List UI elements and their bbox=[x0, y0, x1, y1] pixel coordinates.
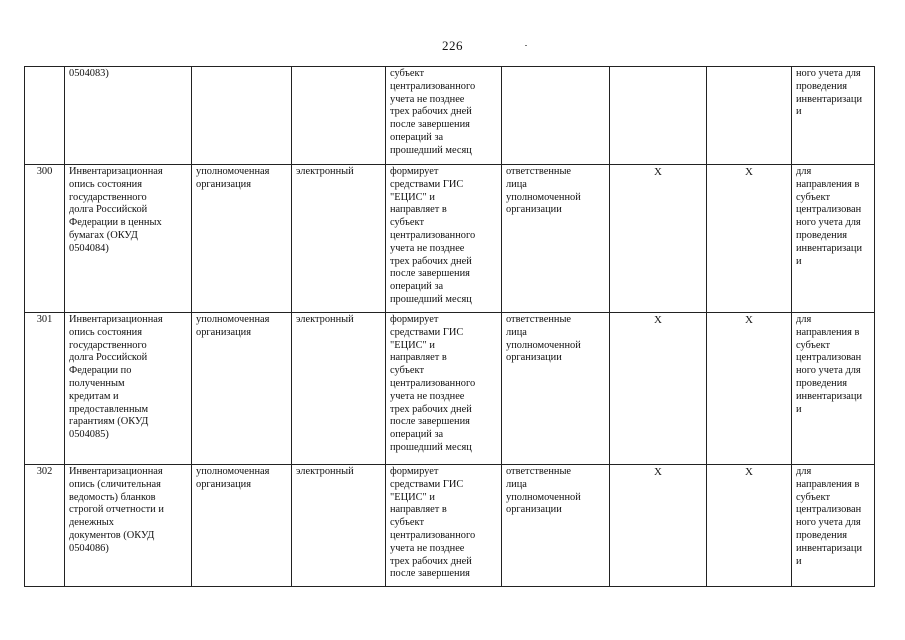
mark-cell-2: X bbox=[707, 313, 792, 465]
table-row bbox=[25, 67, 875, 165]
mark-cell-2: X bbox=[707, 465, 792, 587]
organization-cell: уполномоченная организация bbox=[192, 165, 292, 313]
scan-speck bbox=[525, 45, 527, 46]
form-cell: электронный bbox=[292, 165, 386, 313]
mark-cell-1: X bbox=[610, 313, 707, 465]
table-row bbox=[25, 465, 875, 587]
mark-cell-2 bbox=[707, 67, 792, 165]
responsible-cell: ответственные лица уполномоченной организации bbox=[502, 165, 610, 313]
document-name-cell: 0504083) bbox=[65, 67, 192, 165]
document-name-cell: Инвентаризационная опись (сличительная ведомость) бланков строгой отчетности и денежных документов (ОКУД 0504086) bbox=[65, 465, 192, 587]
mark-cell-1: X bbox=[610, 165, 707, 313]
action-cell: формирует средствами ГИС "ЕЦИС" и направляет в субъект централизованного учета не позднее трех рабочих дней после завершения операций за прошедший месяц bbox=[386, 313, 502, 465]
purpose-cell: для направления в субъект централизован ного учета для проведения инвентаризаци и bbox=[792, 465, 875, 587]
row-number-cell: 301 bbox=[25, 313, 65, 465]
mark-cell-2: X bbox=[707, 165, 792, 313]
document-name-cell: Инвентаризационная опись состояния государственного долга Российской Федерации по полученным кредитам и предоставленным гарантиям (ОКУД 0504085) bbox=[65, 313, 192, 465]
table-row bbox=[25, 165, 875, 313]
responsible-cell: ответственные лица уполномоченной организации bbox=[502, 313, 610, 465]
document-table bbox=[24, 66, 875, 587]
row-number-cell: 300 bbox=[25, 165, 65, 313]
organization-cell bbox=[192, 67, 292, 165]
form-cell: электронный bbox=[292, 465, 386, 587]
form-cell: электронный bbox=[292, 313, 386, 465]
responsible-cell: ответственные лица уполномоченной организации bbox=[502, 465, 610, 587]
purpose-cell: для направления в субъект централизован ного учета для проведения инвентаризаци и bbox=[792, 165, 875, 313]
form-cell bbox=[292, 67, 386, 165]
document-name-cell: Инвентаризационная опись состояния государственного долга Российской Федерации в ценных бумагах (ОКУД 0504084) bbox=[65, 165, 192, 313]
row-number-cell bbox=[25, 67, 65, 165]
organization-cell: уполномоченная организация bbox=[192, 465, 292, 587]
action-cell: субъект централизованного учета не позднее трех рабочих дней после завершения операций за прошедший месяц bbox=[386, 67, 502, 165]
purpose-cell: ного учета для проведения инвентаризаци и bbox=[792, 67, 875, 165]
table-row bbox=[25, 313, 875, 465]
row-number-cell: 302 bbox=[25, 465, 65, 587]
responsible-cell bbox=[502, 67, 610, 165]
mark-cell-1 bbox=[610, 67, 707, 165]
page-number: 226 bbox=[442, 38, 463, 53]
organization-cell: уполномоченная организация bbox=[192, 313, 292, 465]
action-cell: формирует средствами ГИС "ЕЦИС" и направляет в субъект централизованного учета не позднее трех рабочих дней после завершения bbox=[386, 465, 502, 587]
mark-cell-1: X bbox=[610, 465, 707, 587]
purpose-cell: для направления в субъект централизован ного учета для проведения инвентаризаци и bbox=[792, 313, 875, 465]
action-cell: формирует средствами ГИС "ЕЦИС" и направляет в субъект централизованного учета не позднее трех рабочих дней после завершения операций за прошедший месяц bbox=[386, 165, 502, 313]
